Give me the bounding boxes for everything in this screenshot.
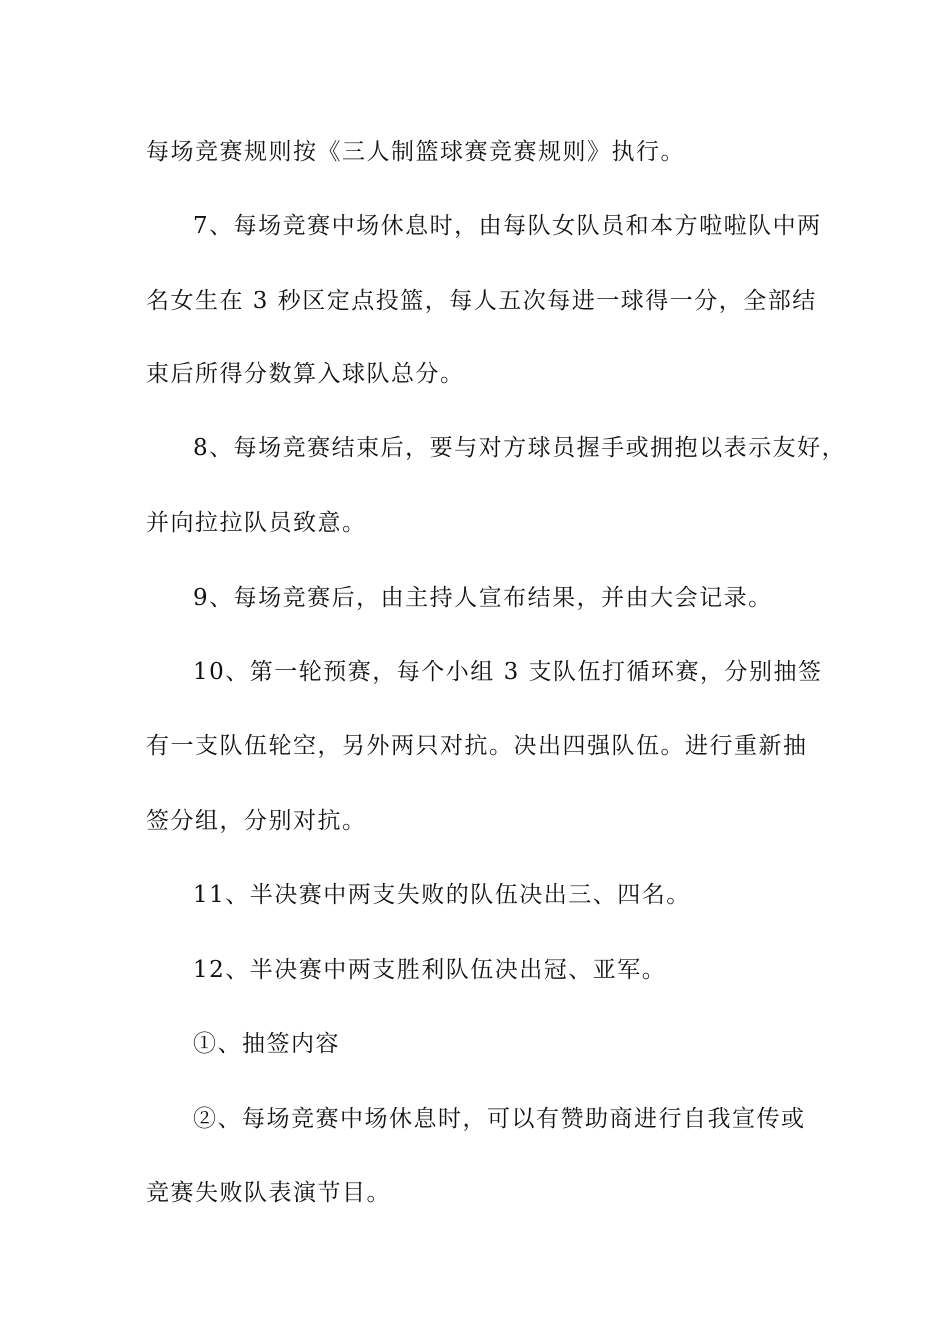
paragraph-line: 束后所得分数算入球队总分。 [146,361,465,387]
paragraph-line: 12、半决赛中两支胜利队伍决出冠、亚军。 [193,957,667,983]
paragraph-line: 8、每场竞赛结束后，要与对方球员握手或拥抱以表示友好， [193,435,847,461]
paragraph-line: 每场竞赛规则按《三人制篮球赛竞赛规则》执行。 [146,139,685,165]
paragraph-line: 11、半决赛中两支失败的队伍决出三、四名。 [193,882,691,908]
paragraph-line: 竞赛失败队表演节目。 [146,1180,391,1206]
paragraph-line: 有一支队伍轮空，另外两只对抗。决出四强队伍。进行重新抽 [146,733,808,759]
paragraph-line: 9、每场竞赛后，由主持人宣布结果，并由大会记录。 [193,585,773,611]
paragraph-line: 名女生在 3 秒区定点投篮，每人五次每进一球得一分，全部结 [146,288,817,314]
paragraph-line: ①、抽签内容 [193,1031,340,1057]
paragraph-line: 7、每场竞赛中场休息时，由每队女队员和本方啦啦队中两 [193,213,822,239]
paragraph-line: ②、每场竞赛中场休息时，可以有赞助商进行自我宣传或 [193,1106,806,1132]
paragraph-line: 签分组，分别对抗。 [146,808,367,834]
paragraph-line: 10、第一轮预赛，每个小组 3 支队伍打循环赛，分别抽签 [193,659,823,685]
paragraph-line: 并向拉拉队员致意。 [146,510,367,536]
